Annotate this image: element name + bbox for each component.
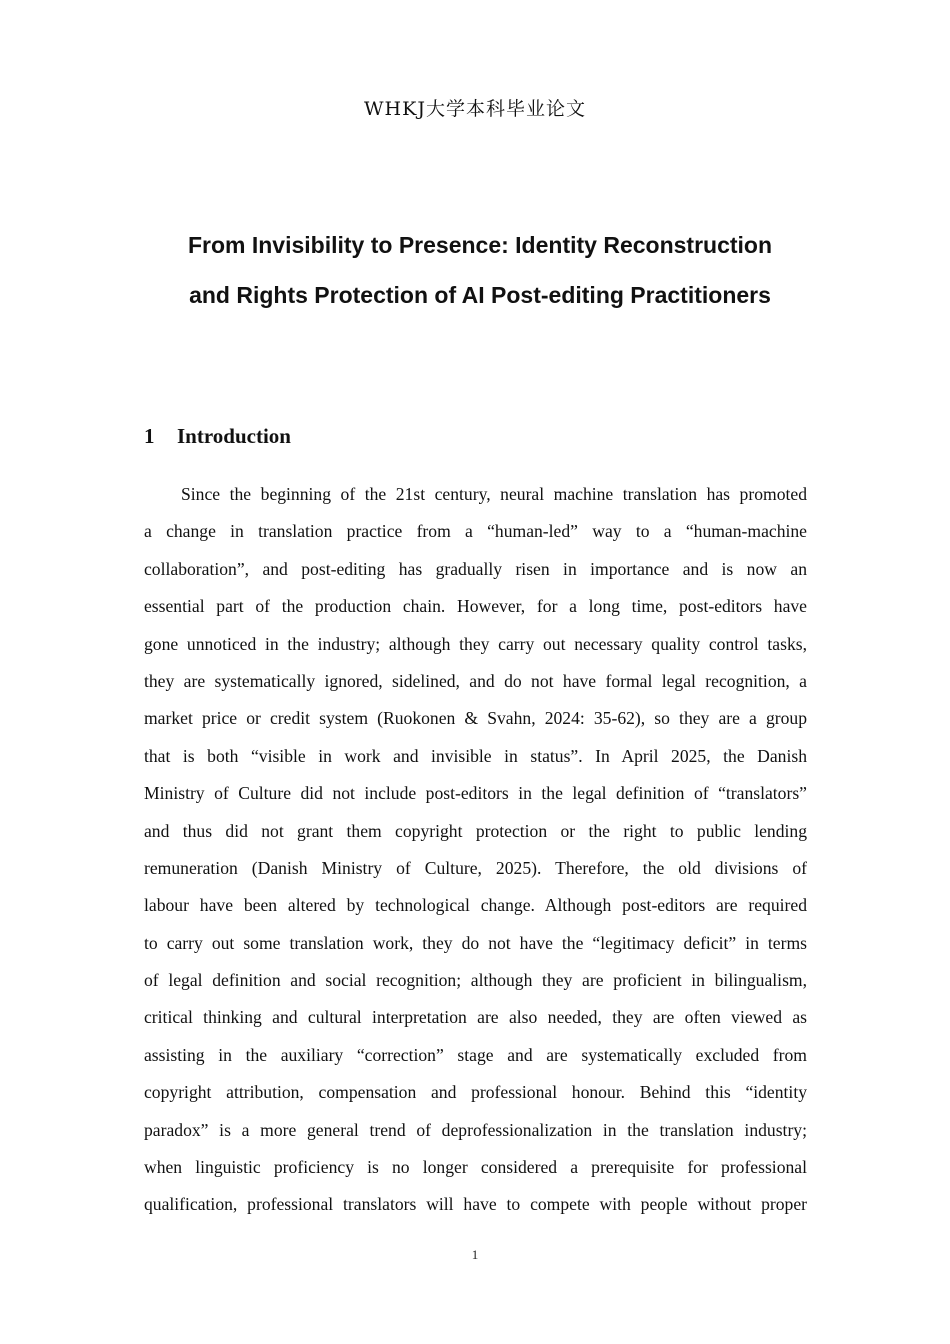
section-title: Introduction	[177, 424, 291, 448]
title-line: From Invisibility to Presence: Identity Reconstruction	[187, 232, 773, 258]
paragraph-line: they are systematically ignored, sidelined, and do not have formal legal recognition, a	[144, 670, 807, 691]
paragraph-line: and thus did not grant them copyright protection or the right to public lending	[144, 820, 807, 841]
paragraph-line: Ministry of Culture did not include post-editors in the legal definition of “translators”	[144, 783, 807, 804]
introduction-paragraph	[144, 476, 807, 1224]
section-number: 1	[144, 424, 155, 448]
running-header: WHKJ大学本科毕业论文	[364, 98, 586, 120]
paragraph-line: remuneration (Danish Ministry of Culture, 2025). Therefore, the old divisions of	[144, 857, 807, 878]
section-heading	[144, 424, 291, 449]
paragraph-line: essential part of the production chain. However, for a long time, post-editors have	[144, 596, 807, 617]
paragraph-line: market price or credit system (Ruokonen & Svahn, 2024: 35-62), so they are a group	[144, 708, 807, 729]
title-line: and Rights Protection of AI Post-editing Practitioners	[189, 282, 771, 308]
paragraph-line: qualification, professional translators will have to compete with people without proper	[144, 1194, 807, 1215]
paragraph-line: collaboration”, and post-editing has gradually risen in importance and is now an	[144, 558, 807, 579]
paragraph-line: of legal definition and social recognition; although they are proficient in bilingualism,	[144, 970, 807, 991]
paragraph-line: assisting in the auxiliary “correction” stage and are systematically excluded from	[144, 1044, 807, 1065]
paragraph-line: Since the beginning of the 21st century, neural machine translation has promoted	[181, 484, 807, 504]
page-number: 1	[471, 1247, 479, 1262]
paragraph-line: gone unnoticed in the industry; although they carry out necessary quality control tasks,	[144, 633, 807, 654]
paragraph-line: critical thinking and cultural interpretation are also needed, they are often viewed as	[144, 1007, 807, 1028]
paragraph-line: labour have been altered by technological change. Although post-editors are required	[144, 895, 807, 916]
paragraph-line: when linguistic proficiency is no longer considered a prerequisite for professional	[144, 1157, 807, 1178]
paragraph-line: to carry out some translation work, they do not have the “legitimacy deficit” in terms	[144, 932, 807, 953]
paragraph-line: copyright attribution, compensation and professional honour. Behind this “identity	[144, 1082, 807, 1103]
paragraph-line: a change in translation practice from a “human-led” way to a “human-machine	[144, 521, 807, 542]
paragraph-line: that is both “visible in work and invisible in status”. In April 2025, the Danish	[144, 745, 807, 766]
paragraph-line: paradox” is a more general trend of deprofessionalization in the translation industry;	[144, 1119, 807, 1140]
paper-title	[120, 220, 840, 320]
